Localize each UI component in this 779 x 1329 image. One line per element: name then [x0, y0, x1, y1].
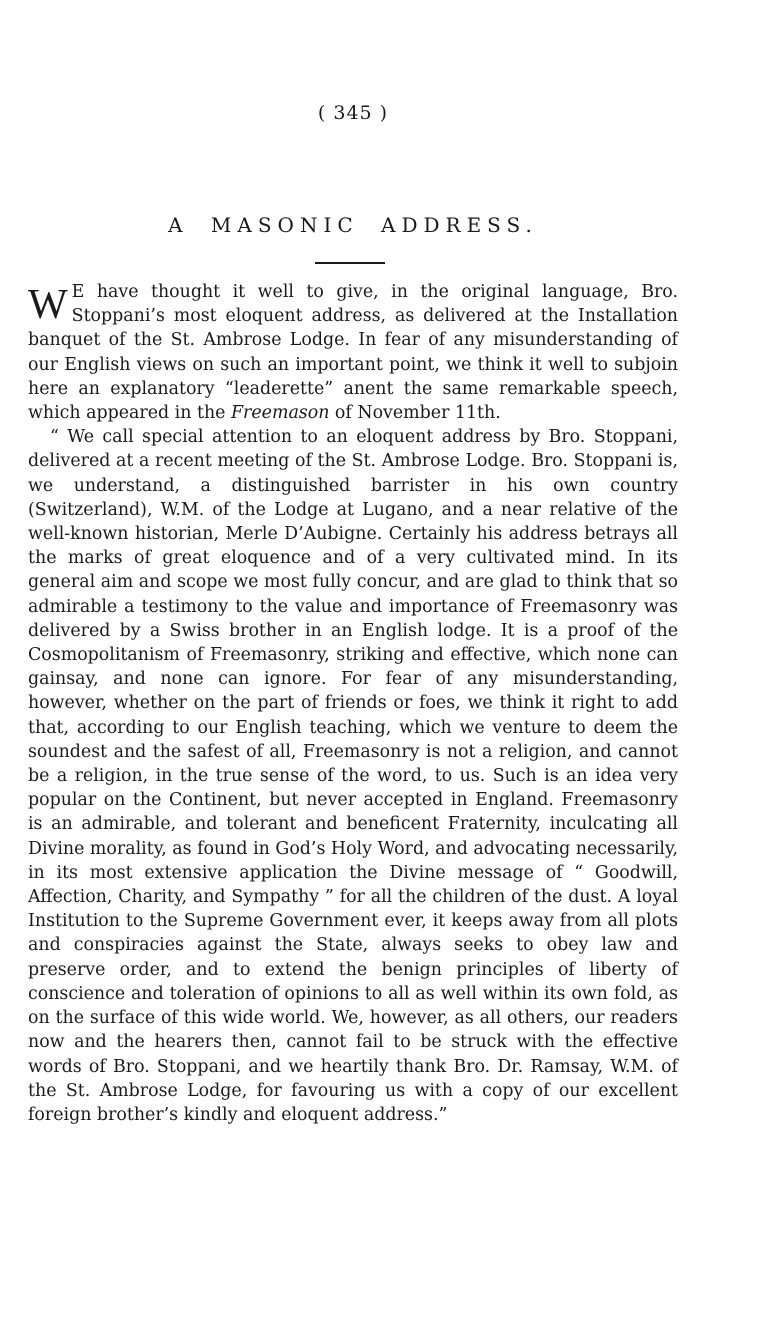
drop-cap: W	[28, 282, 68, 328]
article-body	[28, 280, 678, 1127]
title-rule	[315, 262, 385, 264]
article-title: A MASONIC ADDRESS.	[168, 213, 538, 237]
paragraph-leaderette: “ We call special attention to an eloquent address by Bro. Stoppani, delivered at a recent meeting of the St. Ambrose Lodge. Bro. Stoppani is, we understand, a distinguished barrister in his own country (Switzerland), W.M. of the Lodge at Lugano, and a near relative of the well-known historian, Merle D’Aubigne. Certainly his address betrays all the marks of great eloquence and of a very cultivated mind. In its general aim and scope we most fully concur, and are glad to think that so admirable a testimony to the value and importance of Freemasonry was delivered by a Swiss brother in an English lodge. It is a proof of the Cosmopolitanism of Freemasonry, striking and effective, which none can gainsay, and none can ignore. For fear of any misunderstanding, however, whether on the part of friends or foes, we think it right to add that, according to our English teaching, which we venture to deem the soundest and the safest of all, Freemasonry is not a religion, and cannot be a religion, in the true sense of the word, to us. Such is an idea very popular on the Continent, but never accepted in England. Freemasonry is an admirable, and tolerant and beneficent Fraternity, inculcating all Divine morality, as found in God’s Holy Word, and advocating necessarily, in its most extensive application the Divine message of “ Goodwill, Affection, Charity, and Sympathy ” for all the children of the dust. A loyal Institution to the Supreme Government ever, it keeps away from all plots and conspiracies against the State, always seeks to obey law and preserve order, and to extend the benign principles of liberty of conscience and toleration of opinions to all as well within its own fold, as on the surface of this wide world. We, however, as all others, our readers now and the hearers then, cannot fail to be struck with the effective words of Bro. Stoppani, and we heartily thank Bro. Dr. Ramsay, W.M. of the St. Ambrose Lodge, for favouring us with a copy of our excellent foreign brother’s kindly and eloquent address.”	[28, 427, 678, 1125]
paragraph-intro	[28, 280, 678, 425]
page-number: ( 345 )	[317, 102, 389, 124]
intro-text-a: E have thought it well to give, in the original language, Bro. Stoppani’s most eloquent address, as delivered at the Installation banquet of the St. Ambrose Lodge. In fear of any misunderstanding of our English views on such an important point, we think it well to subjoin here an explanatory “leaderette” anent the same remarkable speech, which appeared in the	[28, 282, 678, 424]
intro-text-b: of November 11th.	[329, 403, 501, 424]
intro-italic-freemason: Freemason	[230, 403, 330, 424]
